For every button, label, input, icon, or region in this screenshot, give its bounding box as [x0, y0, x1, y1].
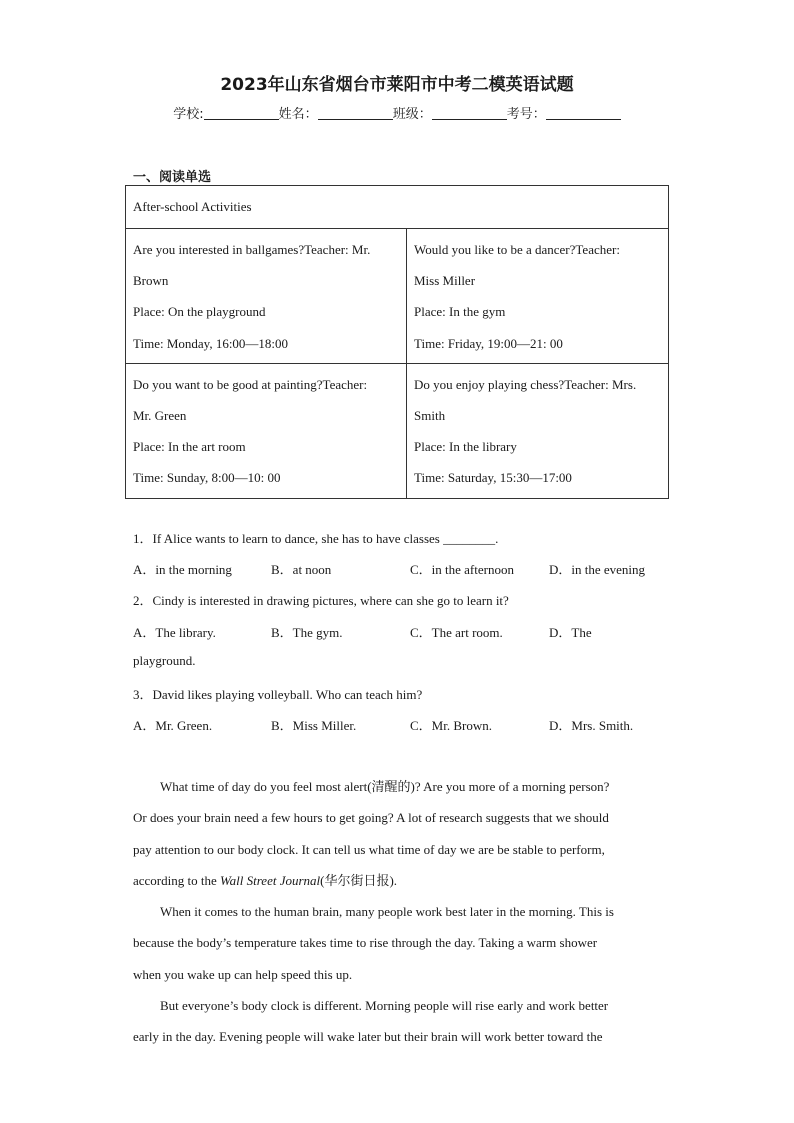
cell-line: Do you want to be good at painting?Teacher:	[133, 376, 368, 392]
cell-line: Place: In the art room	[133, 439, 246, 455]
paragraph-2	[133, 896, 661, 990]
q2-option-d[interactable]: D．The	[549, 625, 592, 640]
activity-ballgames	[126, 229, 407, 364]
school-label: 学校:	[173, 107, 204, 122]
q3-option-a[interactable]: A．Mr. Green.	[133, 718, 213, 733]
passage-line: when you wake up can help speed this up.	[133, 966, 353, 982]
section-title: 一、阅读单选	[133, 170, 212, 185]
q3-option-c[interactable]: C．Mr. Brown.	[410, 718, 492, 733]
cell-line: Would you like to be a dancer?Teacher:	[414, 242, 620, 257]
passage-line: pay attention to our body clock. It can tell us what time of day we are be stable to perform,	[133, 841, 605, 857]
cell-line: Place: In the gym	[414, 304, 506, 320]
cell-line: Time: Saturday, 15:30—17:00	[414, 470, 572, 486]
reading-passage	[133, 771, 661, 1053]
cell-line: Time: Friday, 19:00—21: 00	[414, 335, 563, 351]
exam-title: 2023年山东省烟台市莱阳市中考二模英语试题	[220, 75, 574, 95]
activity-painting	[126, 363, 407, 498]
q3-option-d[interactable]: D．Mrs. Smith.	[549, 718, 634, 733]
q1-option-d[interactable]: D．in the evening	[549, 562, 646, 577]
passage-line: But everyone’s body clock is different. Morning people will rise early and work better	[160, 998, 609, 1014]
cell-line: Miss Miller	[414, 273, 476, 289]
number-label: 考号：	[506, 107, 546, 122]
passage-line: Or does your brain need a few hours to get going? A lot of research suggests that we should	[133, 810, 609, 826]
q1-option-b[interactable]: B．at noon	[271, 562, 332, 577]
source-title: Wall Street Journal	[220, 872, 321, 888]
number-blank[interactable]	[546, 107, 621, 120]
cell-line: Smith	[414, 408, 446, 424]
q3-option-b[interactable]: B．Miss Miller.	[271, 718, 357, 733]
passage-line: What time of day do you feel most alert(清醒的)? Are you more of a morning person?	[160, 779, 610, 794]
passage-line: because the body’s temperature takes time to rise through the day. Taking a warm shower	[133, 935, 598, 951]
class-blank[interactable]	[432, 107, 507, 120]
cell-line: Are you interested in ballgames?Teacher: Mr.	[133, 242, 371, 257]
question-2-stem: 2．Cindy is interested in drawing pictures, where can she go to learn it?	[133, 593, 509, 608]
cell-line: Brown	[133, 273, 169, 289]
passage-line	[106, 865, 661, 896]
source-suffix: (华尔街日报).	[320, 872, 398, 888]
passage-line: When it comes to the human brain, many people work best later in the morning. This is	[160, 904, 614, 920]
question-1-stem: 1．If Alice wants to learn to dance, she has to have classes ________.	[133, 531, 499, 546]
name-label: 姓名：	[278, 107, 318, 122]
class-label: 班级：	[392, 107, 432, 122]
name-blank[interactable]	[318, 107, 393, 120]
paragraph-3	[133, 990, 661, 1053]
question-3-stem: 3．David likes playing volleyball. Who can teach him?	[133, 687, 423, 702]
q1-option-a[interactable]: A．in the morning	[133, 562, 232, 577]
table-heading: After-school Activities	[126, 186, 669, 229]
q2-option-a[interactable]: A．The library.	[133, 625, 216, 640]
activities-table	[125, 185, 669, 499]
activity-dance	[407, 229, 669, 364]
cell-line: Do you enjoy playing chess?Teacher: Mrs.	[414, 376, 637, 392]
cell-line: Time: Sunday, 8:00—10: 00	[133, 470, 281, 486]
school-blank[interactable]	[204, 107, 279, 120]
q1-option-c[interactable]: C．in the afternoon	[410, 562, 514, 577]
q2-option-b[interactable]: B．The gym.	[271, 625, 343, 640]
cell-line: Place: In the library	[414, 439, 517, 455]
q2-option-c[interactable]: C．The art room.	[410, 625, 503, 640]
cell-line: Mr. Green	[133, 408, 187, 424]
paragraph-1	[133, 771, 661, 896]
q2-option-d-wrap: playground.	[133, 653, 196, 668]
student-info-line	[0, 103, 794, 122]
passage-line: early in the day. Evening people will wake later but their brain will work better toward the	[133, 1029, 603, 1045]
cell-line: Time: Monday, 16:00—18:00	[133, 335, 289, 351]
source-prefix: according to the	[133, 872, 220, 888]
cell-line: Place: On the playground	[133, 304, 266, 320]
activity-chess	[407, 363, 669, 498]
